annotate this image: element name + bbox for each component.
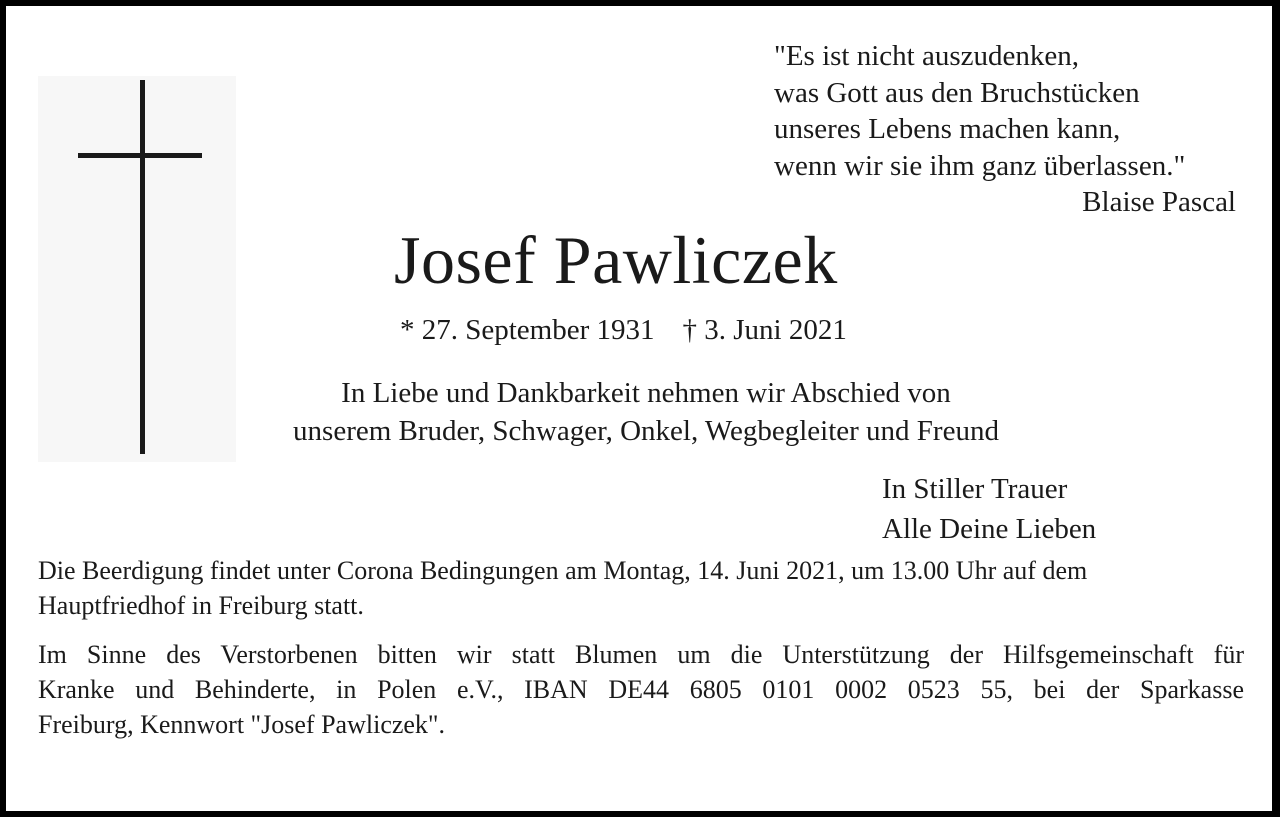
farewell-line: unserem Bruder, Schwager, Onkel, Wegbegleiter und Freund	[293, 415, 999, 447]
donation-line: Kranke und Behinderte, in Polen e.V., IBAN DE44 6805 0101 0002 0523 55, bei der Sparkasse	[38, 675, 1244, 704]
life-dates	[400, 310, 847, 350]
deceased-name: Josef Pawliczek	[394, 222, 838, 298]
quote-block	[774, 38, 1236, 221]
death-date: † 3. Juni 2021	[682, 314, 847, 346]
quote-line: "Es ist nicht auszudenken,	[774, 40, 1079, 72]
funeral-notice	[38, 553, 1248, 623]
funeral-line: Hauptfriedhof in Freiburg statt.	[38, 591, 364, 620]
cross-vertical-bar	[140, 80, 145, 454]
obituary-card	[6, 6, 1272, 811]
donation-line: Im Sinne des Verstorbenen bitten wir statt Blumen um die Unterstützung der Hilfsgemeinschaft für	[38, 640, 1244, 669]
cross-panel	[38, 76, 236, 462]
quote-author: Blaise Pascal	[1082, 186, 1236, 218]
donation-line: Freiburg, Kennwort "Josef Pawliczek".	[38, 710, 446, 739]
farewell-text	[238, 374, 1054, 450]
signoff-line: Alle Deine Lieben	[882, 513, 1097, 545]
donation-notice	[38, 637, 1244, 742]
signoff-line: In Stiller Trauer	[882, 473, 1068, 505]
quote-line: unseres Lebens machen kann,	[774, 113, 1121, 145]
mourners-signoff	[882, 469, 1096, 549]
quote-line: wenn wir sie ihm ganz überlassen."	[774, 149, 1186, 182]
farewell-line: In Liebe und Dankbarkeit nehmen wir Abschied von	[341, 377, 951, 409]
quote-line: was Gott aus den Bruchstücken	[774, 76, 1140, 109]
funeral-line: Die Beerdigung findet unter Corona Bedingungen am Montag, 14. Juni 2021, um 13.00 Uhr auf dem	[38, 556, 1088, 585]
cross-horizontal-bar	[78, 153, 202, 158]
birth-date: * 27. September 1931	[400, 314, 655, 346]
